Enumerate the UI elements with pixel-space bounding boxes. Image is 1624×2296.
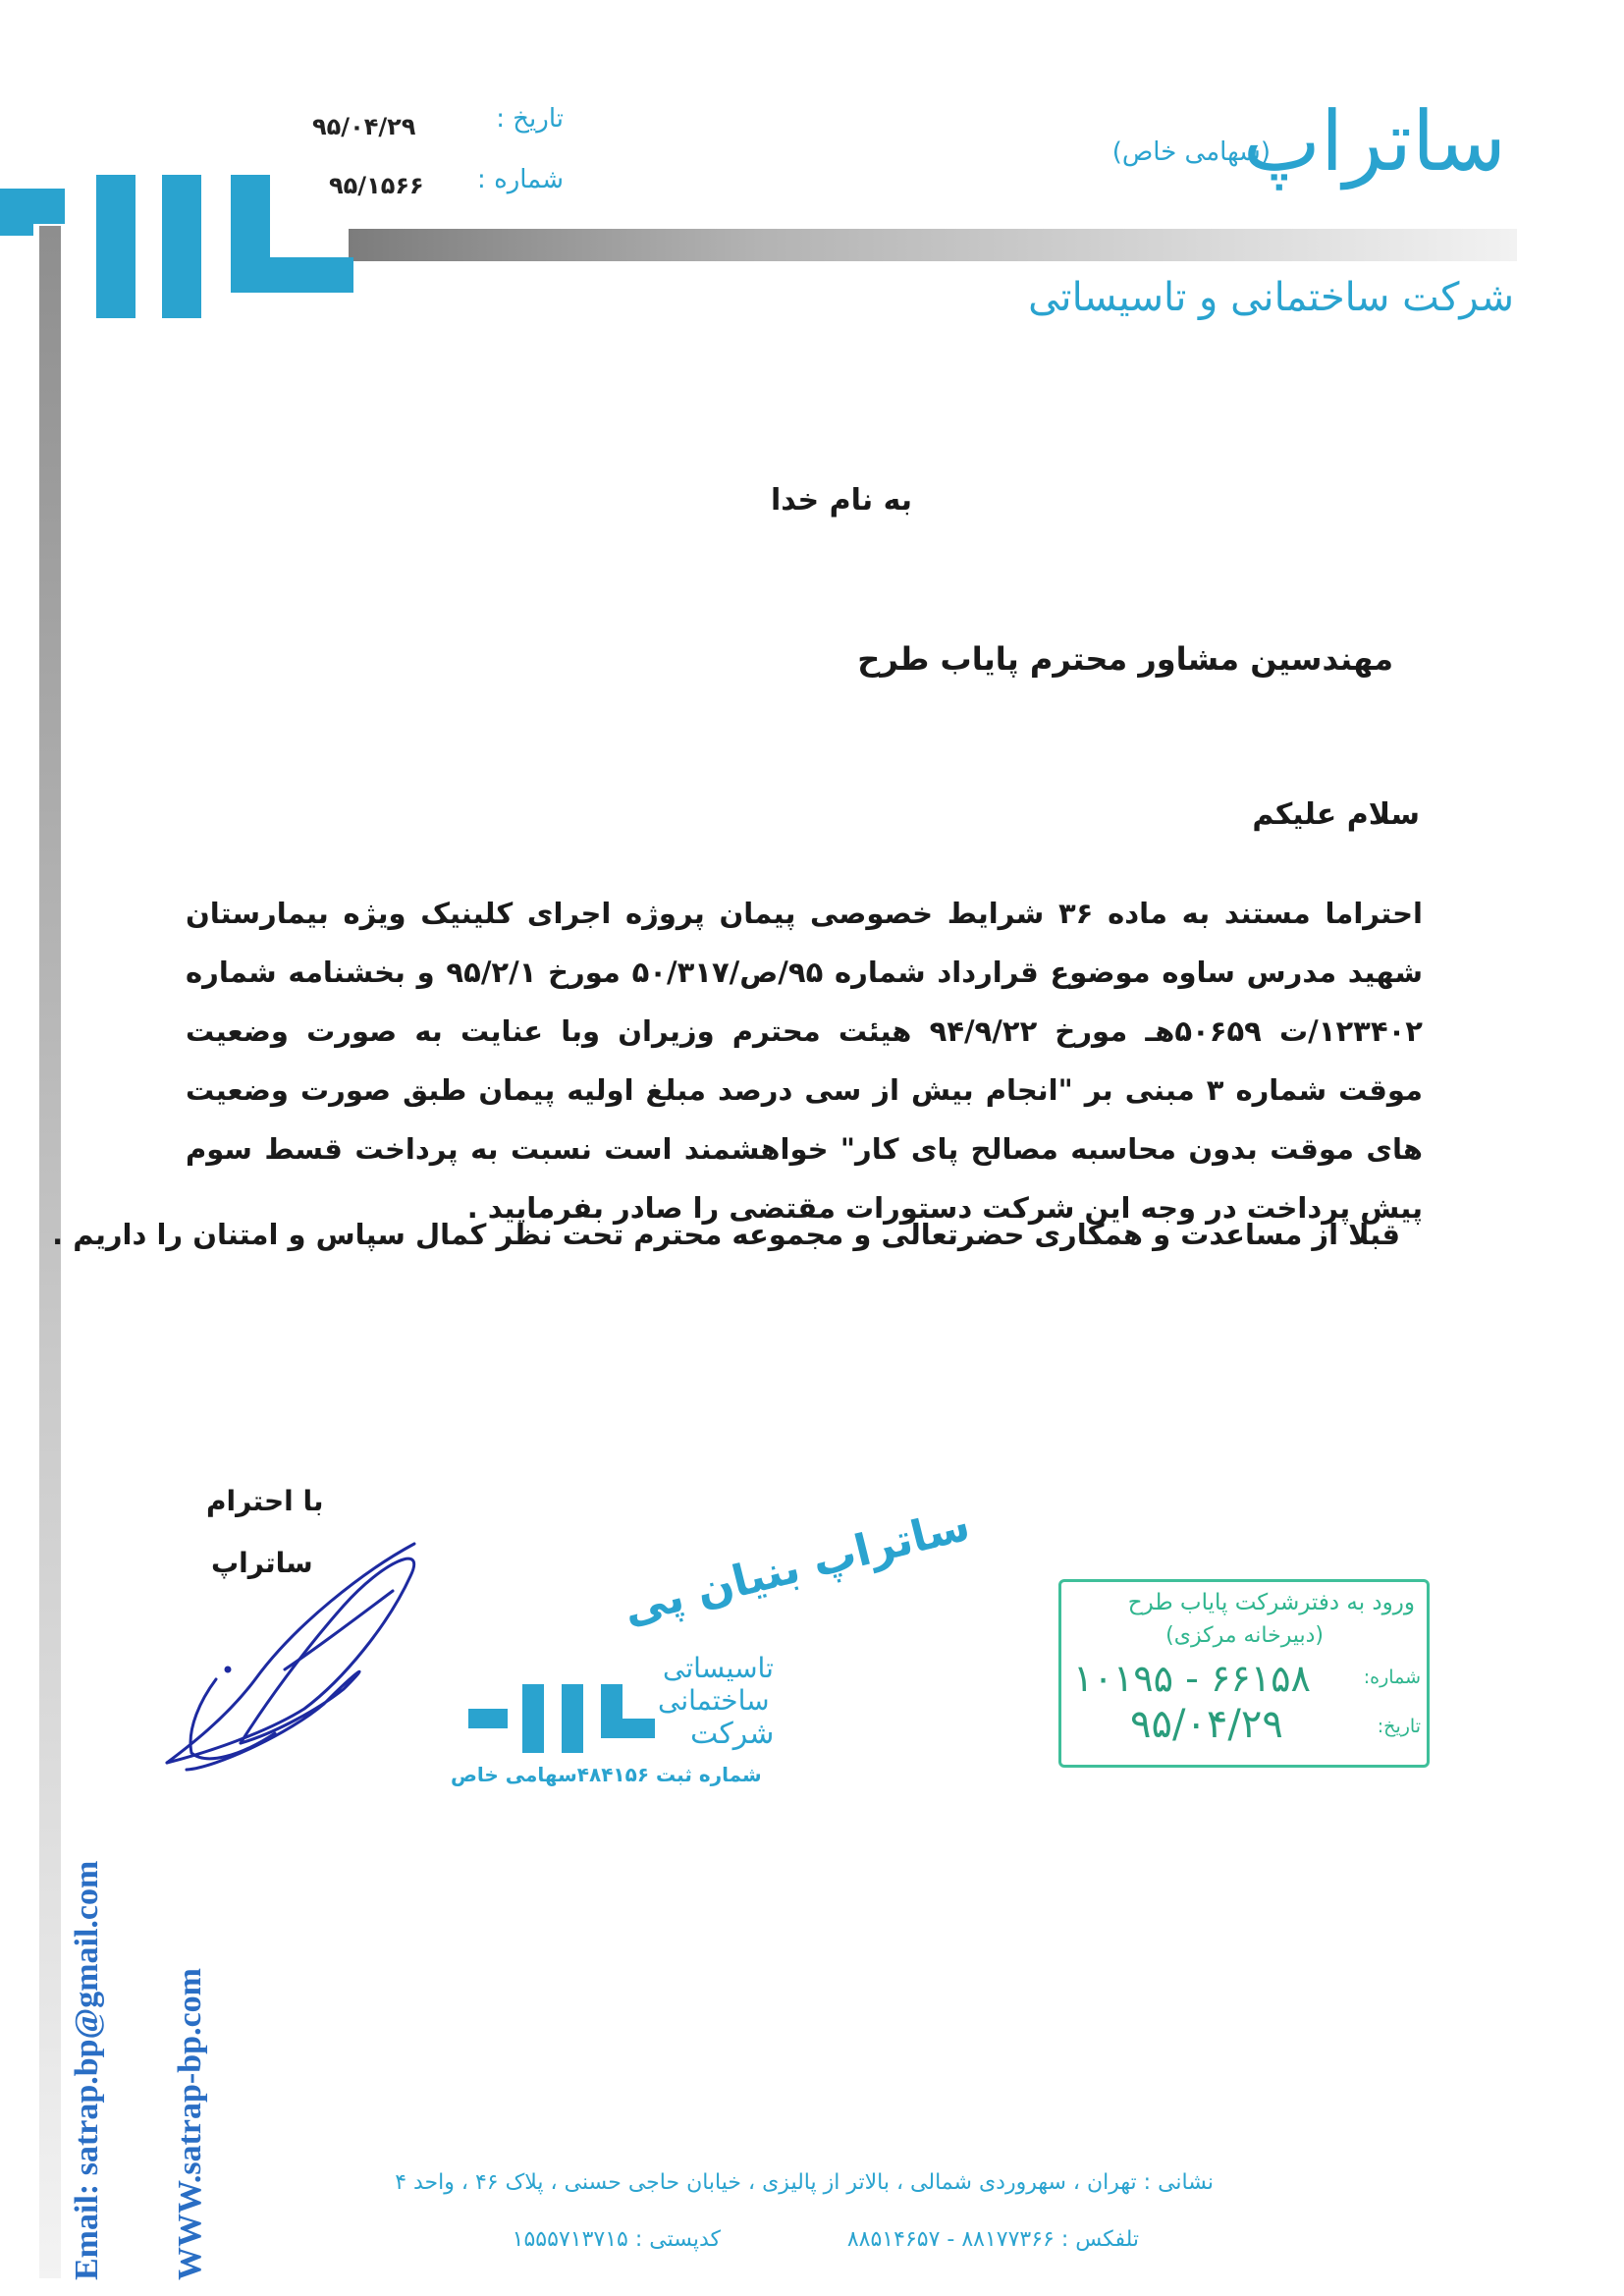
stamp-title: ورود به دفترشرکت پایاب طرح	[1127, 1590, 1415, 1615]
invocation: به نام خدا	[770, 483, 913, 518]
header-divider-bar	[349, 229, 1517, 261]
closing-salutation: با احترام	[206, 1485, 324, 1517]
date-label: تاریخ :	[496, 104, 564, 134]
seal-line-3: ساختمانی	[658, 1684, 770, 1717]
recipient: مهندسین مشاور محترم پایاب طرح	[857, 640, 1393, 678]
stamp-date-value: ۹۵/۰۴/۲۹	[1130, 1702, 1283, 1747]
footer-postal-code: کدپستی : ۱۵۵۵۷۱۳۷۱۵	[512, 2227, 721, 2252]
company-type: (سهامی خاص)	[1111, 137, 1271, 167]
stamp-subtitle: (دبیرخانه مرکزی)	[1165, 1623, 1324, 1648]
seal-registration: شماره ثبت ۴۸۴۱۵۶سهامی خاص	[451, 1763, 762, 1786]
seal-logo	[468, 1679, 655, 1758]
date-value: ۹۵/۰۴/۲۹	[312, 113, 416, 140]
stamp-number-value: ۱۰۱۹۵ - ۶۶۱۵۸	[1073, 1657, 1311, 1700]
stamp-date-label: تاریخ:	[1377, 1716, 1421, 1737]
signature	[147, 1532, 432, 1777]
stamp-number-label: شماره:	[1363, 1667, 1421, 1688]
seal-line-4: شرکت	[690, 1717, 775, 1751]
letter-paragraph: احتراما مستند به ماده ۳۶ شرایط خصوصی پیمان پروژه اجرای کلینیک ویژه بیمارستان شهید مدرس ساوه موضوع قرارداد شماره ۹۵/ص/۵۰/۳۱۷ مورخ ۹۵/۲/۱ و بخشنامه شماره ۱۲۳۴۰۲/ت ۵۰۶۵۹هـ مورخ ۹۴/۹/۲۲ هیئت محترم وزیران وبا عنایت به صورت وضعیت موقت شماره ۳ مبنی بر "انجام بیش از سی درصد مبلغ اولیه پیمان طبق صورت وضعیت های موقت بدون محاسبه مصالح پای کار" خواهشمند است نسبت به پرداخت قسط سوم پیش پرداخت در وجه این شرکت دستورات مقتضی را صادر بفرمایید .	[186, 897, 1423, 1225]
greeting: سلام علیکم	[1252, 797, 1420, 832]
footer-phone: تلفکس : ۸۸۱۷۷۳۶۶ - ۸۸۵۱۴۶۵۷	[846, 2227, 1139, 2252]
letterhead-logo	[0, 147, 353, 344]
side-website: WWW.satrap-bp.com	[172, 1968, 208, 2280]
number-label: شماره :	[477, 165, 564, 194]
signatory-name: ساتراپ	[211, 1547, 313, 1579]
closing-paragraph: قبلا از مساعدت و همکاری حضرتعالی و مجموعه محترم تحت نظر کمال سپاس و امتنان را داریم .	[52, 1218, 1400, 1251]
footer-address: نشانی : تهران ، سهروردی شمالی ، بالاتر از پالیزی ، خیابان حاجی حسنی ، پلاک ۴۶ ، واحد ۴	[395, 2170, 1214, 2195]
company-tagline: شرکت ساختمانی و تاسیساتی	[1028, 275, 1514, 320]
seal-name: ساتراپ بنیان پی	[619, 1500, 975, 1635]
number-value: ۹۵/۱۵۶۶	[329, 172, 424, 199]
company-name: ساتراپ	[1242, 93, 1506, 190]
receipt-stamp	[1058, 1579, 1430, 1768]
company-seal	[447, 1500, 975, 1797]
side-email: Email: satrap.bp@gmail.com	[69, 1860, 105, 2280]
seal-line-2: تاسیساتی	[663, 1652, 774, 1684]
side-divider-bar	[39, 226, 61, 2278]
